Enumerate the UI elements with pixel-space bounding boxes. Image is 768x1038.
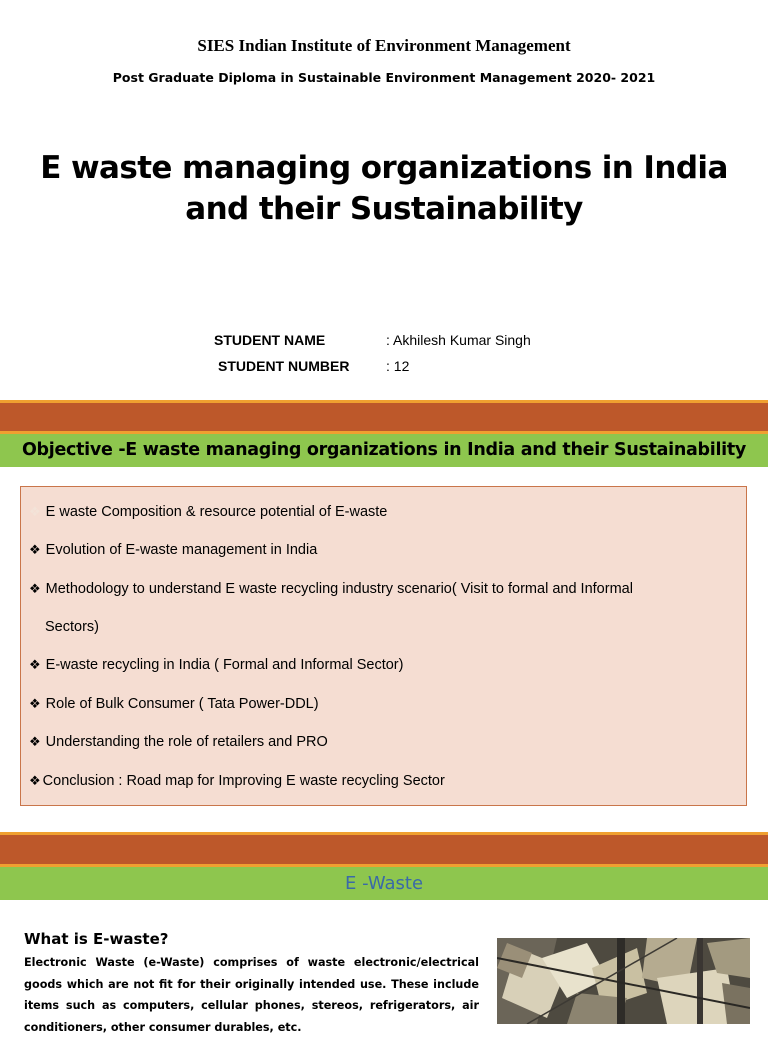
diamond-bullet-icon: ❖ <box>29 582 41 597</box>
ewaste-photo <box>497 938 750 1024</box>
institute-name: SIES Indian Institute of Environment Management <box>197 36 571 55</box>
diamond-bullet-icon: ❖ <box>29 774 41 789</box>
program-name: Post Graduate Diploma in Sustainable Environment Management 2020- 2021 <box>112 70 656 85</box>
student-number-label: STUDENT NUMBER <box>218 358 350 374</box>
page-title: E waste managing organizations in India and their Sustainability <box>40 150 728 227</box>
objective-item: ❖ E-waste recycling in India ( Formal and Informal Sector) <box>29 657 404 673</box>
ewaste-section-band: E -Waste <box>0 867 768 900</box>
what-is-ewaste-heading: What is E-waste? <box>24 930 169 948</box>
objective-item: ❖ Understanding the role of retailers and PRO <box>29 734 328 750</box>
ewaste-definition-text: Electronic Waste (e-Waste) comprises of waste electronic/electrical goods which are not fit for their originally intended use. These include items such as computers, cellular phones, stereos, refrigerators, air conditioners, other consumer durables, etc. <box>24 956 479 1034</box>
diamond-bullet-icon: ❖ <box>29 735 41 750</box>
objective-item-continuation: Sectors) <box>45 619 99 635</box>
objective-item: ❖ Evolution of E-waste management in India <box>29 542 318 558</box>
objective-item: ❖ Methodology to understand E waste recycling industry scenario( Visit to formal and Informal <box>29 581 633 597</box>
objective-heading: Objective -E waste managing organizations in India and their Sustainability <box>0 434 768 467</box>
diamond-bullet-icon: ❖ <box>29 697 41 712</box>
student-name-label: STUDENT NAME <box>214 332 326 348</box>
diamond-bullet-icon: ❖ <box>29 505 41 520</box>
ewaste-photo-image <box>497 938 750 1024</box>
objective-box <box>20 486 747 806</box>
objective-item: ❖ E waste Composition & resource potential of E-waste <box>29 504 388 520</box>
orange-divider-band <box>0 832 768 867</box>
diamond-bullet-icon: ❖ <box>29 543 41 558</box>
objective-item: ❖ Conclusion : Road map for Improving E waste recycling Sector <box>29 773 445 789</box>
diamond-bullet-icon: ❖ <box>29 658 41 673</box>
student-number-value: : 12 <box>386 358 410 374</box>
orange-divider-band <box>0 400 768 434</box>
objective-item: ❖ Role of Bulk Consumer ( Tata Power-DDL) <box>29 696 319 712</box>
student-name-value: : Akhilesh Kumar Singh <box>386 332 531 348</box>
